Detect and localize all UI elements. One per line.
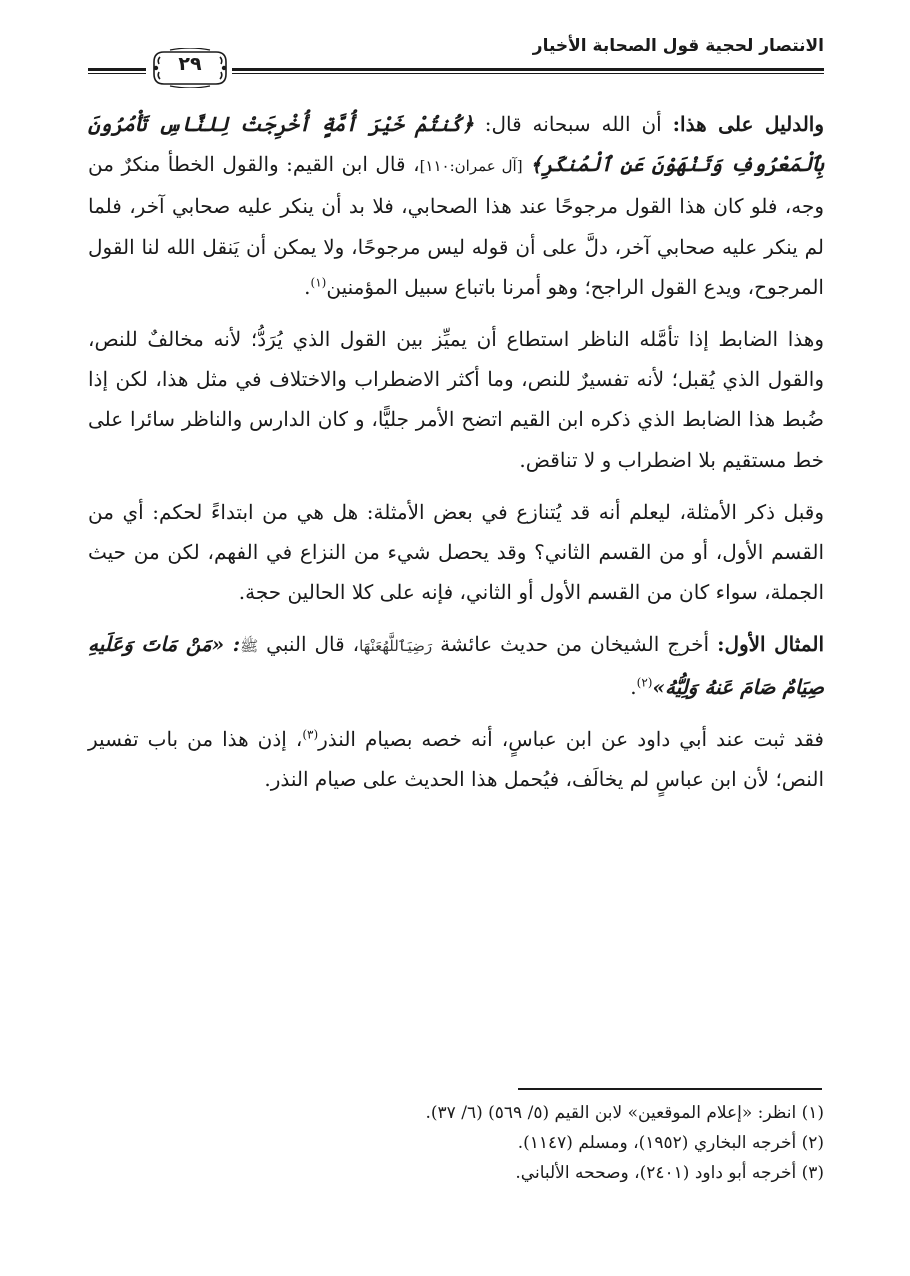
header-rule-thin	[232, 73, 824, 74]
paragraph-intro: أن الله سبحانه قال:	[484, 112, 662, 136]
paragraph-body: ، قال ابن القيم: والقول الخطأ منكرٌ من وجه، فلو كان هذا القول مرجوحًا عند هذا الصحابي، فلا بد أن ينكر عليه صحابي آخر، فلما لم ينكر عليه صحابي آخر، دلَّ على أن قوله ليس مرجوحًا، ولا يمكن أن يَنقل الله لنا القول المرجوح، ويدع القول الراجح؛ وهو أمرنا باتباع سبيل المؤمنين	[88, 152, 825, 299]
header-rule	[232, 68, 824, 71]
quran-text: كُنتُمْ خَيْرَ أُمَّةٍ أُخْرِجَتْ لِلنَّاسِ تَأْمُرُونَ بِٱلْمَعْرُوفِ وَتَنْهَوْنَ عَنِ ٱلْمُنكَرِ	[88, 112, 824, 177]
paragraph-example-one	[88, 624, 824, 706]
honorific-radiya: رَضِيَٱللَّهُعَنْهَا	[359, 637, 433, 656]
header-rule-left-thin	[88, 73, 146, 74]
paragraph-end: .	[630, 674, 637, 699]
footnote-marker: (١)	[310, 275, 327, 290]
example-text-2: ، قال النبي	[266, 632, 360, 657]
book-title: الانتصار لحجية قول الصحابة الأخيار	[532, 36, 824, 56]
paragraph-examples-intro: وقبل ذكر الأمثلة، ليعلم أنه قد يُتنازع في بعض الأمثلة: هل هي من ابتداءً لحكم: أي من القسم الأول، أو من القسم الثاني؟ وقد يحصل شيء من النزاع في الفهم، لكن من حيث الجملة، سواء كان من القسم الأول أو الثاني، فإنه على كلا الحالين حجة.	[88, 499, 824, 605]
paragraph-body: فقد ثبت عند أبي داود عن ابن عباسٍ، أنه خصه بصيام النذر	[318, 726, 824, 751]
paragraph-body-2: ، إذن هذا من باب تفسير النص؛ لأن ابن عباسٍ لم يخالَف، فيُحمل هذا الحديث على صيام النذر.	[88, 726, 824, 792]
honorific-salla: ﷺ	[240, 637, 259, 656]
footnote-marker: (٣)	[302, 727, 319, 742]
footnote-1: (١) انظر: «إعلام الموقعين» لابن القيم (٥/ ٥٦٩) (٦/ ٣٧).	[425, 1103, 824, 1123]
page-header	[88, 34, 824, 90]
header-rule-left	[88, 68, 146, 71]
paragraph-lead: والدليل على هذا:	[672, 112, 825, 136]
page-number: ٢٩	[178, 53, 202, 75]
example-text: أخرج الشيخان من حديث عائشة	[440, 632, 710, 657]
paragraph-criterion: وهذا الضابط إذا تأمَّله الناظر استطاع أن يميِّز بين القول الذي يُرَدُّ؛ لأنه مخالفٌ للنص، والقول الذي يُقبل؛ لأنه تفسيرٌ للنص، وما أكثر الاضطراب والاختلاف في مثل هذا، لكن إذا ضُبط هذا الضابط الذي ذكره ابن القيم اتضح الأمر جليًّا، و كان الدارس والناظر سائرا على خط مستقيم بلا اضطراب و لا تناقض.	[88, 327, 825, 472]
footnote-2: (٢) أخرجه البخاري (١٩٥٢)، ومسلم (١١٤٧).	[517, 1133, 824, 1153]
main-text	[88, 104, 824, 811]
verse-reference: [آل عمران:١١٠]	[419, 157, 523, 176]
footnote-marker: (٢)	[636, 674, 653, 689]
paragraph-abu-dawud	[88, 719, 824, 799]
page-number-badge	[150, 48, 230, 88]
quran-bracket-close: ﴾	[530, 152, 542, 177]
example-heading: المثال الأول:	[717, 632, 825, 657]
hadith-text: : «مَنْ مَاتَ وَعَلَيهِ صِيَامٌ صَامَ عَنهُ وَلِيُّهُ»	[88, 632, 824, 699]
footnote-3: (٣) أخرجه أبو داود (٢٤٠١)، وصححه الألباني.	[515, 1163, 824, 1183]
footnotes	[88, 1098, 824, 1188]
quran-bracket-open: ﴿	[462, 112, 474, 136]
paragraph-end: .	[304, 274, 311, 299]
footnote-separator	[518, 1088, 822, 1090]
paragraph-evidence	[88, 104, 824, 307]
